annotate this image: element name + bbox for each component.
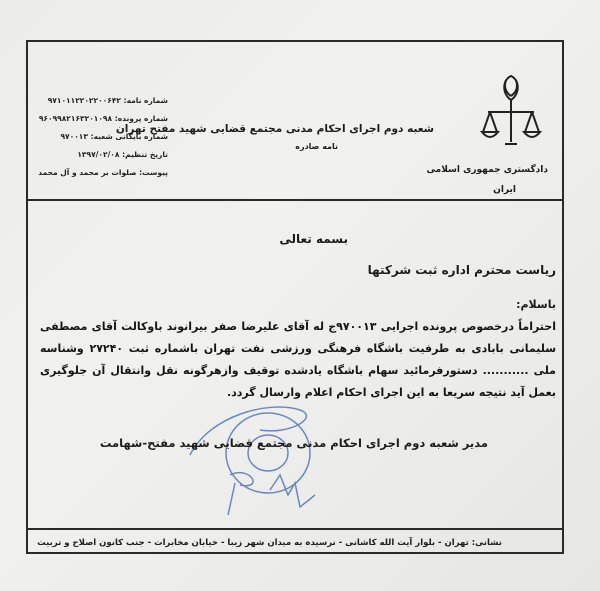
recipient: ریاست محترم اداره ثبت شرکتها [367,263,556,277]
letter-meta [38,92,168,182]
branch-title: شعبه دوم اجرای احکام مدنی مجتمع قضایی شهید مفتح تهران [115,123,434,135]
greeting: باسلام: [516,298,556,311]
letter-number: شماره نامه: ۹۷۱۰۱۱۲۲۰۲۲۰۰۶۴۲ [47,96,168,105]
footer-address: نشانی: تهران - بلوار آیت الله کاشانی - نرسیده به میدان شهر زیبا - خیابان مخابرات - جنب کانون اصلاح و تربیت [37,538,502,548]
letter-type: نامه صادره [295,142,338,151]
bismillah: بسمه تعالی [279,232,348,246]
footer-divider [26,528,564,530]
letter-body: احتراماً درخصوص پرونده اجرایی ۹۷۰۰۱۳ج له آقای علیرضا صفر بیرانوند باوکالت آقای مصطفی سلیمانی بابادی به طرفیت باشگاه فرهنگی ورزشی نفت تهران باشماره ثبت ۲۷۲۴۰ وشناسه ملی ........... دستورفرمائید سهام باشگاه یادشده توقیف وازهرگونه نقل وانتقال آن جلوگیری بعمل آید نتیجه سریعا به این اجرای احکام اعلام وارسال گردد. [40,320,557,399]
issue-date: تاریخ تنظیم: ۱۳۹۷/۰۲/۰۸ [77,150,168,159]
signature-title: مدیر شعبه دوم اجرای احکام مدنی مجتمع قضایی شهید مفتح-شهامت [99,436,488,450]
org-name: دادگستری جمهوری اسلامی [426,165,548,175]
org-country: ایران [493,185,516,195]
judiciary-emblem-icon [478,72,544,150]
case-number: شماره پرونده: ۹۶۰۹۹۸۲۱۶۳۲۰۱۰۹۸ [38,114,168,123]
stamp-and-signature-icon [170,395,350,515]
archive-number: شماره بایگانی شعبه: ۹۷۰۰۱۳ [60,132,168,141]
attachment: پیوست: صلوات بر محمد و آل محمد [38,168,168,177]
header-divider [26,199,564,201]
